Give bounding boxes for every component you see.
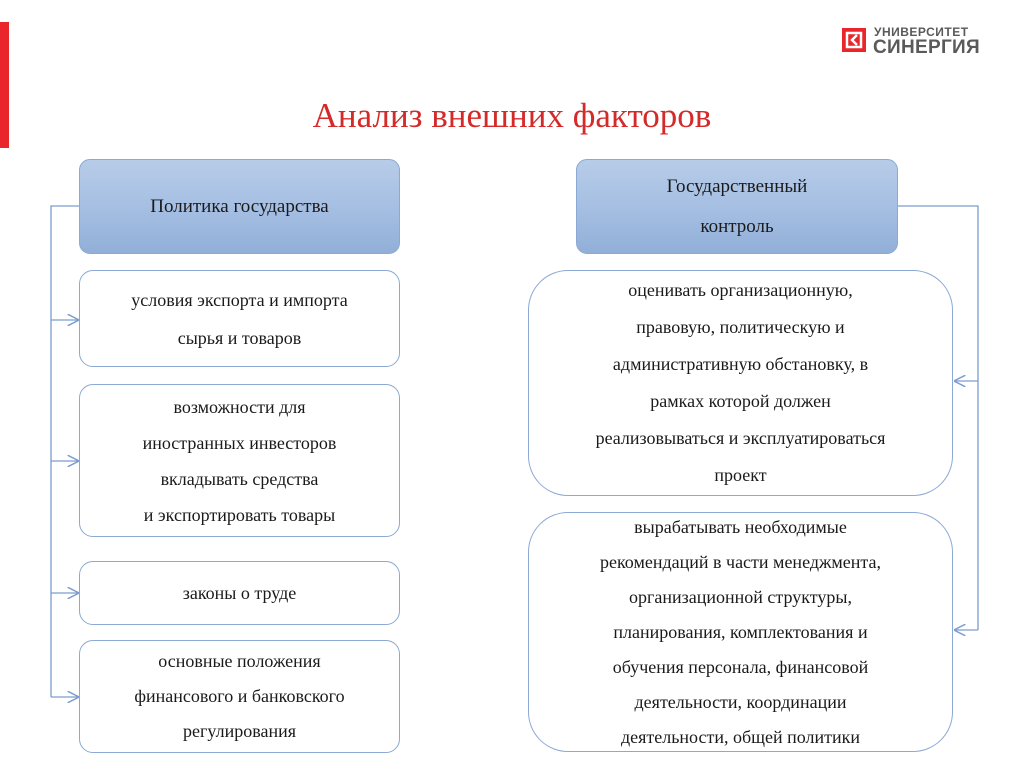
right-header-line: Государственный (666, 175, 808, 197)
right-header-line: контроль (700, 215, 774, 237)
left-item-1-line: условия экспорта и импорта (131, 289, 348, 310)
right-item-1-line: административную обстановку, в (612, 354, 869, 374)
left-header-line: Политика государства (150, 195, 329, 217)
right-item-1-line: реализовываться и эксплуатироваться (595, 428, 886, 448)
logo-text-synergy: СИНЕРГИЯ (873, 37, 980, 58)
left-item-1 (79, 270, 400, 367)
right-item-2-line: обучения персонала, финансовой (612, 656, 869, 677)
left-header-box (79, 159, 400, 254)
left-item-4 (79, 640, 400, 753)
left-item-4-line: основные положения (158, 651, 321, 671)
left-item-2 (79, 384, 400, 537)
left-item-3-line: законы о труде (182, 583, 297, 603)
right-item-2-line: рекомендаций в части менеджмента, (599, 551, 881, 572)
left-connector (51, 206, 79, 697)
right-item-1-line: оценивать организационную, (628, 280, 853, 300)
right-header-text (667, 167, 808, 247)
left-item-2-line: и экспортировать товары (143, 504, 336, 525)
right-item-2-line: организационной структуры, (629, 586, 852, 607)
left-item-1-line: сырья и товаров (177, 327, 302, 348)
left-item-2-line: иностранных инвесторов (142, 432, 337, 453)
right-item-1-line: правовую, политическую и (636, 317, 845, 337)
right-header-box (576, 159, 898, 254)
right-item-2-line: деятельности, общей политики (620, 726, 861, 747)
right-item-1-line: рамках которой должен (650, 391, 831, 411)
left-item-2-line: вкладывать средства (160, 468, 319, 489)
left-item-4-line: финансового и банковского (134, 686, 345, 706)
page-title: Анализ внешних факторов (312, 96, 712, 135)
right-item-2 (528, 512, 953, 752)
right-item-1-line: проект (714, 465, 767, 485)
left-item-4-line: регулирования (183, 721, 296, 741)
left-item-2-line: возможности для (173, 396, 306, 417)
right-item-1 (528, 270, 953, 496)
left-header-text (150, 187, 329, 227)
logo-text-university: УНИВЕРСИТЕТ (874, 25, 969, 39)
right-item-2-line: планирования, комплектования и (613, 621, 868, 642)
left-item-3 (79, 561, 400, 625)
right-item-2-line: вырабатывать необходимые (634, 516, 847, 537)
right-item-2-line: деятельности, координации (634, 691, 847, 712)
